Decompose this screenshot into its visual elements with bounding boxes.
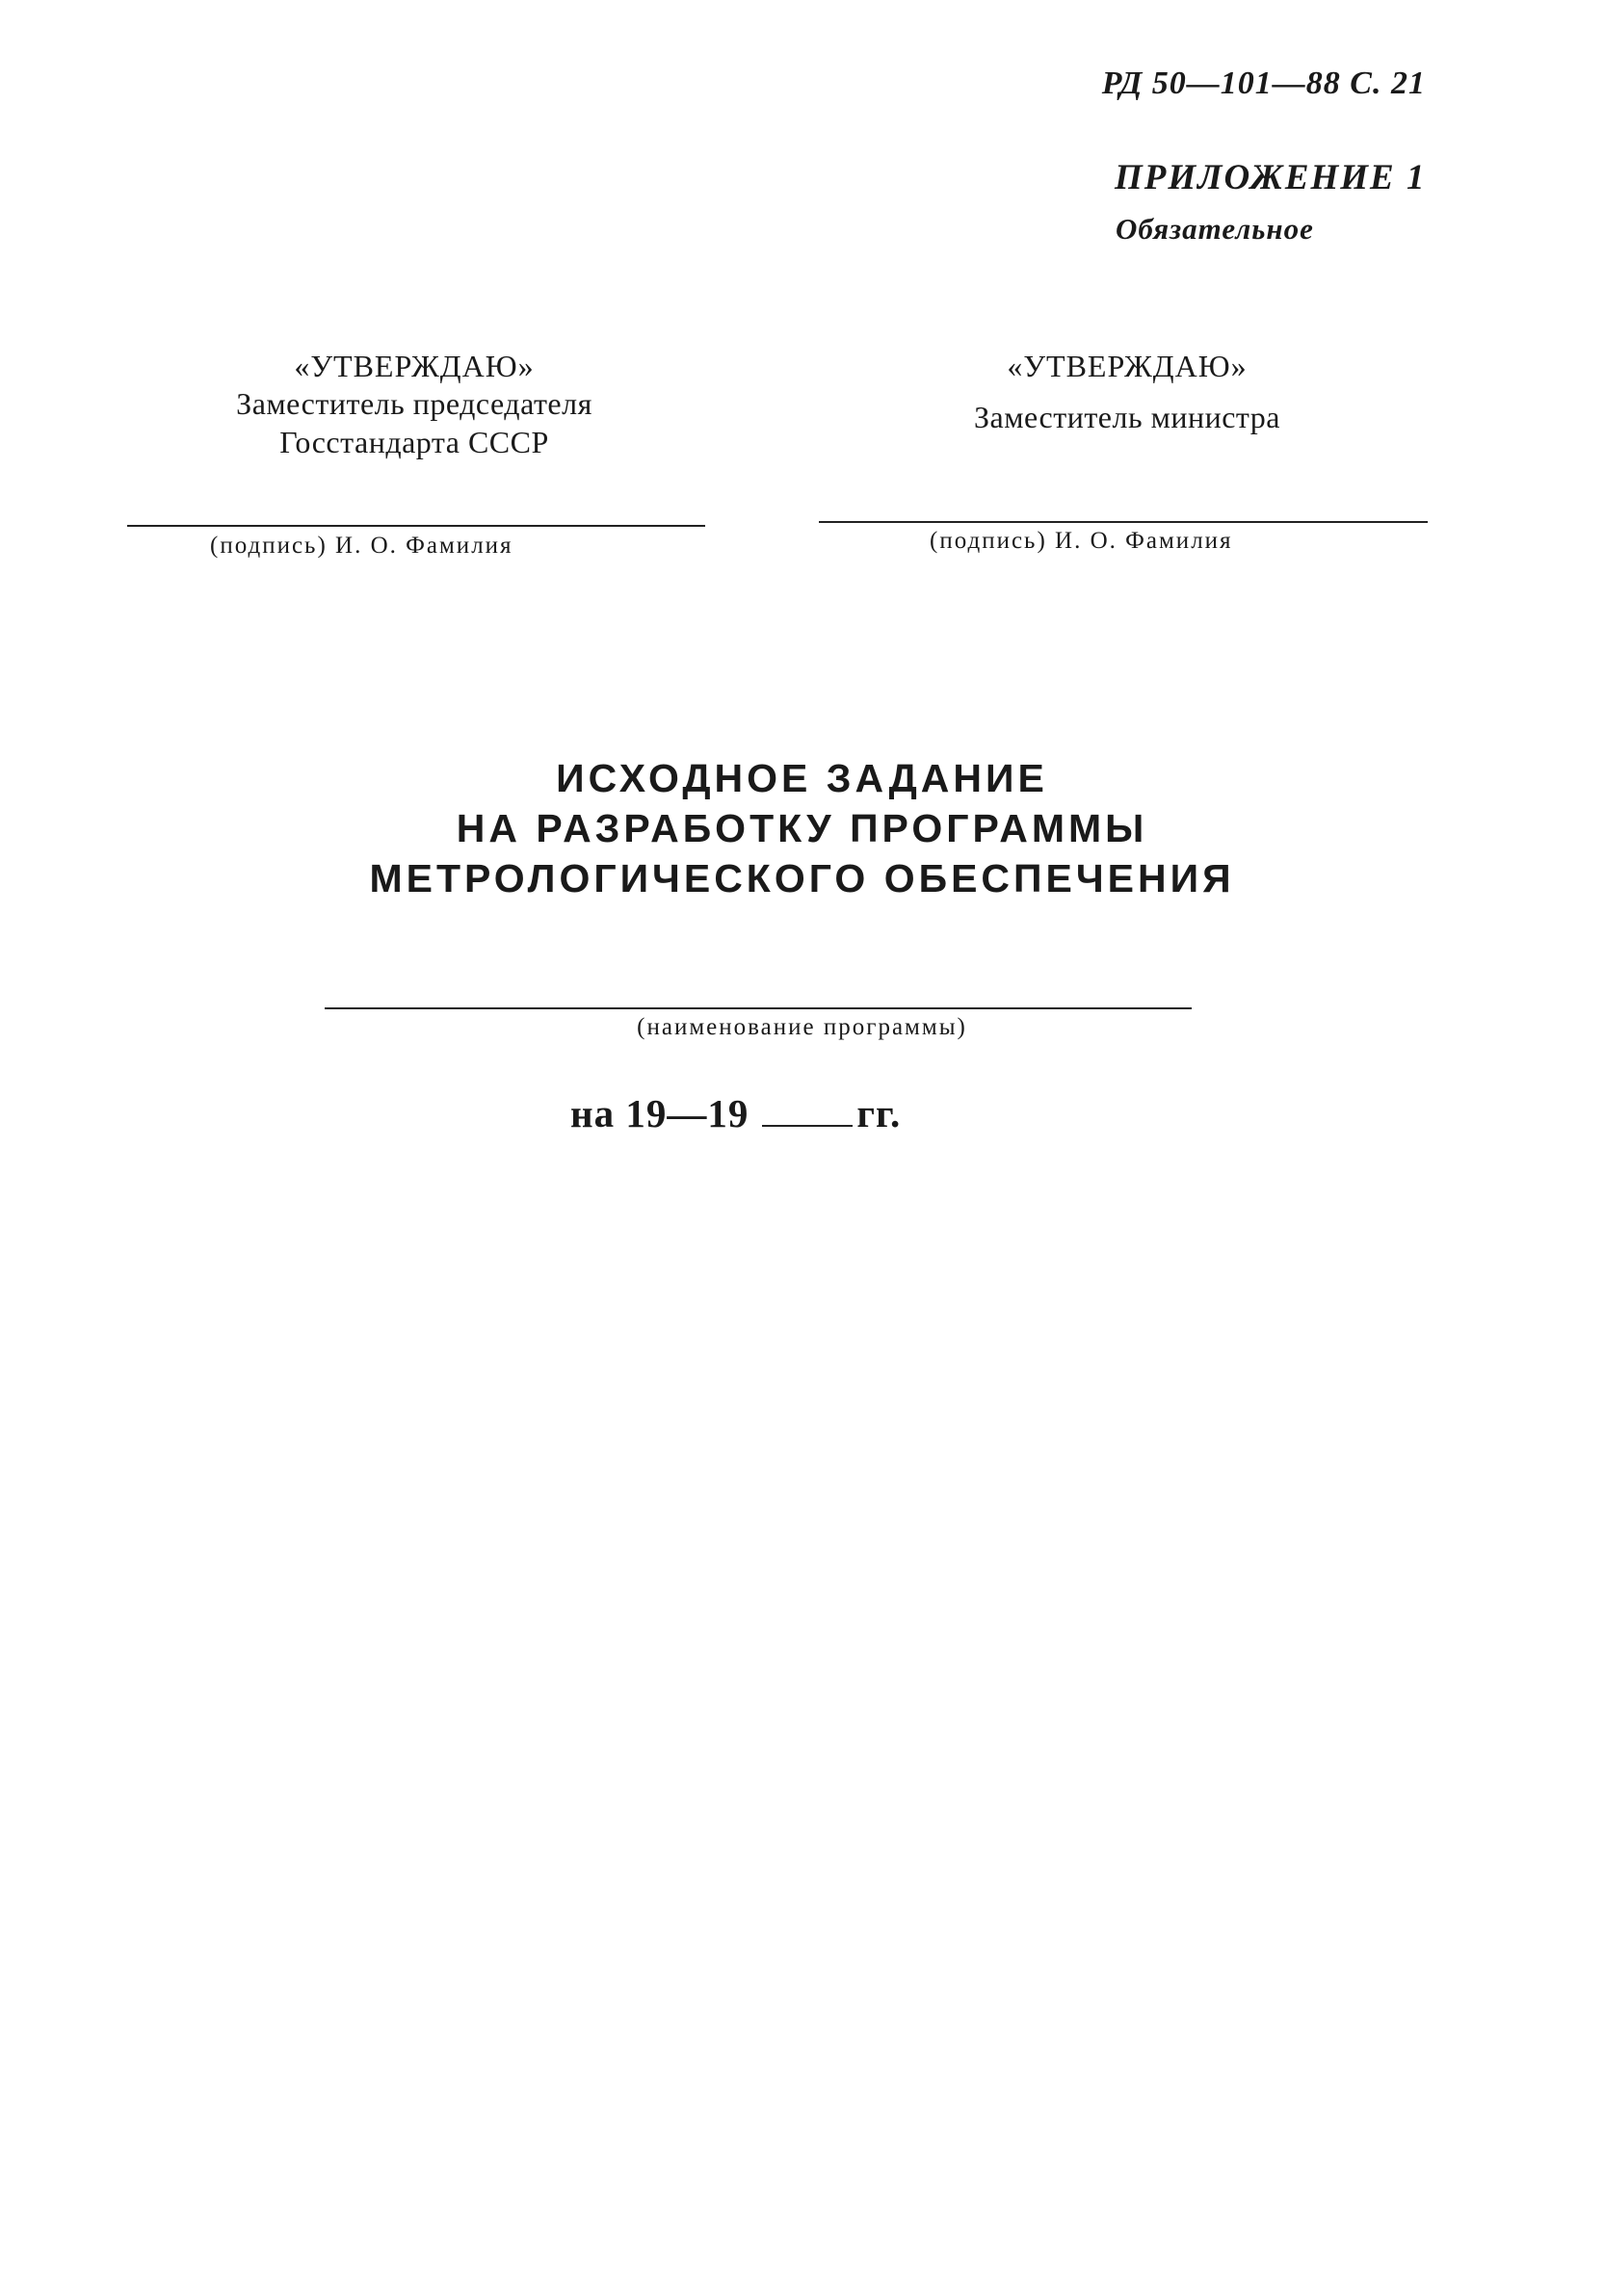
- approval-block-left: [125, 349, 703, 461]
- program-name-caption: (наименование программы): [637, 1014, 967, 1040]
- appendix-status: Обязательное: [1116, 212, 1314, 246]
- approval-position-line-2: Госстандарта СССР: [279, 425, 549, 459]
- period-line: [570, 1090, 901, 1136]
- document-title-line-1: ИСХОДНОЕ ЗАДАНИЕ: [556, 756, 1048, 800]
- document-title-line-3: МЕТРОЛОГИЧЕСКОГО ОБЕСПЕЧЕНИЯ: [369, 856, 1235, 900]
- approval-title-right: «УТВЕРЖДАЮ»: [1007, 349, 1248, 383]
- approval-position-line-1: Заместитель председателя: [236, 386, 592, 421]
- period-prefix: на 19—19: [570, 1091, 749, 1135]
- program-name-line: [325, 1007, 1192, 1009]
- document-title-line-2: НА РАЗРАБОТКУ ПРОГРАММЫ: [456, 806, 1148, 850]
- period-blank: [762, 1092, 853, 1127]
- document-title: [0, 753, 1604, 903]
- approval-title-left: «УТВЕРЖДАЮ»: [294, 349, 535, 383]
- approval-position-right: Заместитель министра: [974, 400, 1280, 434]
- signature-caption-left: (подпись) И. О. Фамилия: [210, 533, 513, 559]
- period-suffix: гг.: [856, 1091, 902, 1135]
- signature-line-right: [819, 521, 1428, 523]
- signature-caption-right: (подпись) И. О. Фамилия: [930, 528, 1233, 554]
- approval-block-right: [843, 349, 1411, 436]
- signature-line-left: [127, 525, 705, 527]
- document-code: РД 50—101—88 С. 21: [1101, 65, 1426, 101]
- appendix-title: ПРИЛОЖЕНИЕ 1: [1115, 158, 1427, 197]
